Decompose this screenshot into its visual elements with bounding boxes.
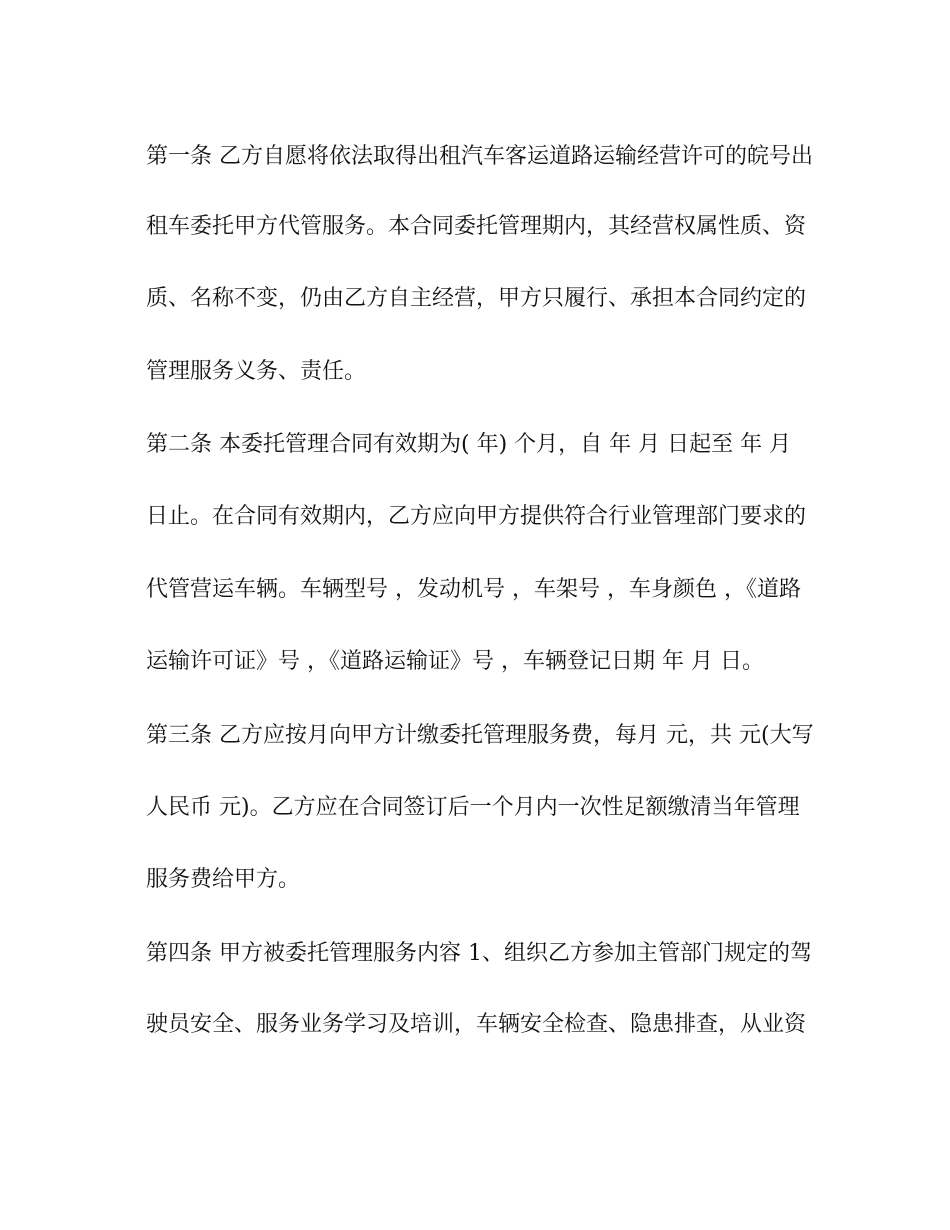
- text-line-1: 第一条 乙方自愿将依法取得出租汽车客运道路运输经营许可的皖号出: [146, 144, 813, 169]
- text-line-5: 第二条 本委托管理合同有效期为( 年) 个月，自 年 月 日起至 年 月: [146, 432, 792, 457]
- text-line-8: 运输许可证》号 ，《道路运输证》号 ，车辆登记日期 年 月 日。: [146, 649, 764, 674]
- text-line-12: 第四条 甲方被委托管理服务内容 1、组织乙方参加主管部门规定的驾: [146, 941, 812, 966]
- text-line-7: 代管营运车辆。车辆型号 ，发动机号 ，车架号 ，车身颜色 ，《道路: [146, 577, 801, 602]
- text-line-2: 租车委托甲方代管服务。本合同委托管理期内，其经营权属性质、资: [146, 214, 807, 239]
- text-line-6: 日止。在合同有效期内，乙方应向甲方提供符合行业管理部门要求的: [146, 504, 807, 529]
- text-line-13: 驶员安全、服务业务学习及培训，车辆安全检查、隐患排查，从业资: [146, 1012, 807, 1037]
- text-line-10: 人民币 元)。乙方应在合同签订后一个月内一次性足额缴清当年管理: [146, 795, 800, 820]
- text-line-3: 质、名称不变，仍由乙方自主经营，甲方只履行、承担本合同约定的: [146, 286, 807, 311]
- text-line-4: 管理服务义务、责任。: [146, 359, 367, 384]
- text-line-9: 第三条 乙方应按月向甲方计缴委托管理服务费，每月 元，共 元(大写: [146, 723, 814, 748]
- text-line-11: 服务费给甲方。: [146, 867, 301, 892]
